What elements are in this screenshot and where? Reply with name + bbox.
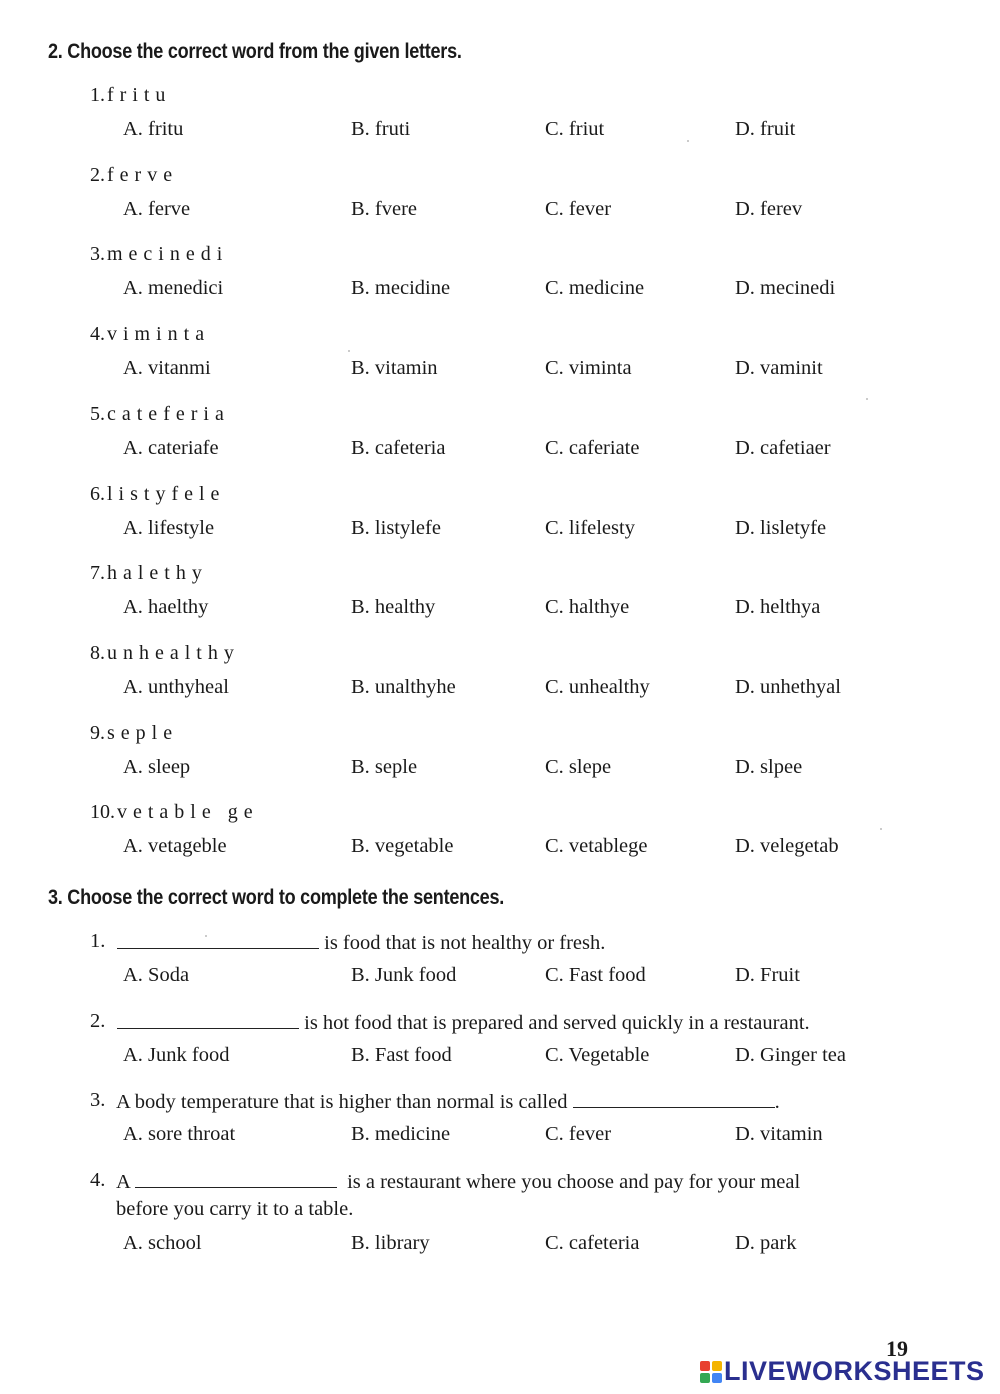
answer-option[interactable]: D. vitamin	[735, 1123, 823, 1145]
answer-option[interactable]: B. medicine	[351, 1123, 451, 1145]
question-sentence	[116, 1169, 800, 1194]
question-number: 8.	[90, 641, 105, 664]
scan-speck	[205, 935, 207, 937]
answer-option[interactable]: D. ferev	[735, 197, 803, 220]
question-line	[90, 722, 178, 745]
scrambled-letters: fritu	[107, 84, 172, 106]
answer-option[interactable]: B. Junk food	[351, 964, 457, 986]
answer-option[interactable]: B. unalthyhe	[351, 675, 456, 698]
answer-blank[interactable]	[573, 1089, 775, 1108]
answer-option[interactable]: D. unhethyal	[735, 675, 841, 698]
sentence-end: is hot food that is prepared and served quickly in a restaurant.	[299, 1012, 810, 1034]
answer-option[interactable]: C. viminta	[545, 357, 632, 380]
question-number: 10.	[90, 801, 115, 824]
answer-option[interactable]: A. menedici	[123, 277, 224, 300]
answer-option[interactable]: B. library	[351, 1232, 430, 1254]
question-number: 1.	[90, 930, 106, 952]
question-number: 6.	[90, 482, 105, 505]
answer-option[interactable]: C. lifelesty	[545, 516, 635, 539]
scrambled-letters: unhealthy	[107, 641, 240, 664]
answer-option[interactable]: D. vaminit	[735, 357, 823, 380]
logo-blocks-icon	[700, 1361, 722, 1383]
question-line	[90, 562, 208, 585]
sentence-continuation: before you carry it to a table.	[116, 1198, 354, 1220]
answer-option[interactable]: B. vitamin	[351, 357, 438, 380]
answer-option[interactable]: C. caferiate	[545, 436, 640, 459]
answer-option[interactable]: A. sleep	[123, 755, 191, 778]
answer-option[interactable]: C. halthye	[545, 596, 630, 619]
answer-option[interactable]: A. vitanmi	[123, 357, 211, 380]
answer-option[interactable]: D. fruit	[735, 118, 796, 140]
answer-option[interactable]: D. slpee	[735, 755, 803, 778]
answer-option[interactable]: A. fritu	[123, 118, 184, 140]
scrambled-letters: mecinedi	[107, 243, 229, 266]
logo-text: LIVEWORKSHEETS	[724, 1356, 985, 1386]
sentence-end: .	[774, 1091, 780, 1113]
answer-option[interactable]: B. healthy	[351, 596, 436, 619]
question-number: 9.	[90, 721, 105, 744]
scrambled-letters: viminta	[107, 323, 211, 346]
answer-option[interactable]: A. Soda	[123, 964, 190, 986]
section-3-heading: 3. Choose the correct word to complete the sentences.	[48, 886, 505, 909]
question-number: 3.	[90, 243, 105, 266]
answer-option[interactable]: D. cafetiaer	[735, 436, 831, 459]
answer-option[interactable]: C. Vegetable	[545, 1044, 650, 1066]
question-number: 3.	[90, 1089, 106, 1111]
question-number: 7.	[90, 562, 105, 585]
answer-option[interactable]: A. sore throat	[123, 1123, 236, 1145]
sentence-end: is food that is not healthy or fresh.	[319, 932, 606, 954]
answer-option[interactable]: A. Junk food	[123, 1044, 230, 1066]
scan-speck	[687, 140, 689, 142]
answer-option[interactable]: A. vetageble	[123, 835, 227, 858]
answer-blank[interactable]	[135, 1169, 337, 1188]
question-line	[90, 403, 230, 426]
scan-speck	[348, 350, 350, 352]
answer-option[interactable]: D. lisletyfe	[735, 516, 827, 539]
answer-option[interactable]: B. seple	[351, 755, 418, 778]
answer-option[interactable]: C. Fast food	[545, 964, 646, 986]
scrambled-letters: listyfele	[107, 482, 226, 505]
scrambled-letters: halethy	[107, 562, 208, 585]
answer-option[interactable]: D. park	[735, 1232, 797, 1254]
question-number: 2.	[90, 163, 105, 186]
answer-option[interactable]: C. medicine	[545, 277, 645, 300]
answer-option[interactable]: C. fever	[545, 1123, 612, 1145]
scrambled-letters: seple	[107, 721, 179, 744]
question-line	[90, 642, 240, 665]
question-line	[90, 243, 228, 266]
question-sentence	[117, 930, 605, 955]
question-line	[90, 323, 210, 346]
section-2-heading: 2. Choose the correct word from the given letters.	[48, 40, 462, 63]
scrambled-letters: cateferia	[107, 402, 230, 425]
question-line	[90, 164, 178, 187]
answer-option[interactable]: D. Fruit	[735, 964, 800, 986]
question-number: 1.	[90, 84, 105, 106]
question-sentence	[117, 1010, 810, 1035]
liveworksheets-logo[interactable]	[700, 1356, 985, 1387]
answer-option[interactable]: B. listylefe	[351, 516, 441, 539]
scrambled-letters: vetable ge	[117, 801, 259, 824]
answer-option[interactable]: D. velegetab	[735, 835, 839, 858]
scan-speck	[866, 398, 868, 400]
answer-option[interactable]: D. mecinedi	[735, 277, 836, 300]
answer-option[interactable]: A. lifestyle	[123, 516, 215, 539]
answer-option[interactable]: A. unthyheal	[123, 675, 229, 698]
question-line	[90, 801, 259, 824]
page-number: 19	[886, 1336, 908, 1361]
answer-option[interactable]: C. slepe	[545, 755, 612, 778]
answer-option[interactable]: A. school	[123, 1232, 202, 1254]
answer-option[interactable]: A. haelthy	[123, 596, 209, 619]
answer-option[interactable]: C. unhealthy	[545, 675, 650, 698]
answer-option[interactable]: D. helthya	[735, 596, 821, 619]
answer-option[interactable]: D. Ginger tea	[735, 1044, 846, 1066]
answer-option[interactable]: B. vegetable	[351, 835, 454, 858]
question-number: 2.	[90, 1010, 106, 1032]
question-number: 4.	[90, 1169, 106, 1191]
answer-option[interactable]: C. fever	[545, 197, 612, 220]
answer-blank[interactable]	[117, 1010, 299, 1029]
answer-option[interactable]: B. mecidine	[351, 277, 451, 300]
answer-option[interactable]: B. fruti	[351, 118, 411, 140]
question-line	[90, 84, 171, 107]
sentence-start: A body temperature that is higher than normal is called	[116, 1091, 573, 1113]
sentence-start: A	[116, 1171, 135, 1193]
answer-option[interactable]: B. Fast food	[351, 1044, 452, 1066]
answer-option[interactable]: B. cafeteria	[351, 436, 446, 459]
answer-option[interactable]: A. cateriafe	[123, 436, 219, 459]
answer-option[interactable]: A. ferve	[123, 197, 191, 220]
answer-option[interactable]: B. fvere	[351, 197, 418, 220]
question-number: 4.	[90, 323, 105, 346]
scan-speck	[880, 828, 882, 830]
question-sentence	[116, 1089, 780, 1114]
answer-blank[interactable]	[117, 930, 319, 949]
answer-option[interactable]: C. friut	[545, 118, 605, 140]
scrambled-letters: ferve	[107, 163, 179, 186]
question-line	[90, 483, 225, 506]
sentence-end: is a restaurant where you choose and pay for your meal	[336, 1171, 801, 1193]
answer-option[interactable]: C. cafeteria	[545, 1232, 640, 1254]
answer-option[interactable]: C. vetablege	[545, 835, 648, 858]
question-number: 5.	[90, 402, 105, 425]
